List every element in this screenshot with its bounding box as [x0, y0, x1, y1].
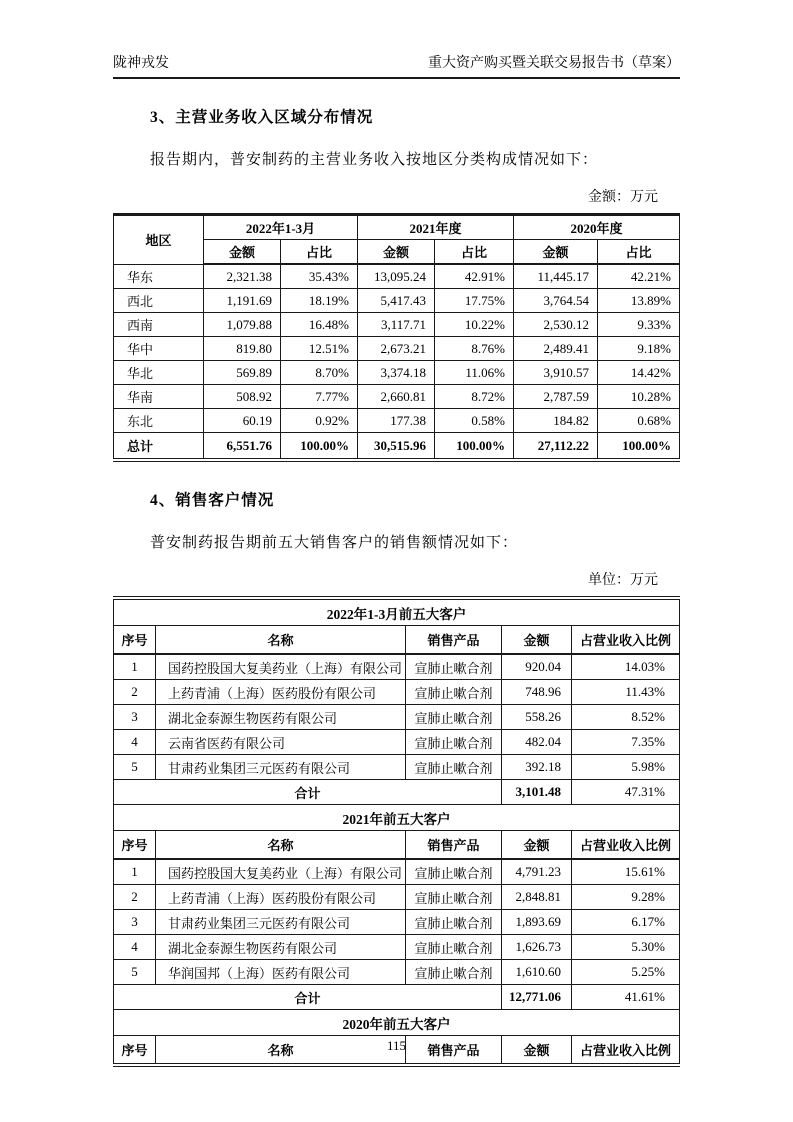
table-cell: 4	[114, 935, 156, 960]
customer-name-cell: 甘肃药业集团三元医药有限公司	[156, 755, 406, 780]
table-cell: 2,848.81	[502, 885, 572, 910]
total-row	[114, 780, 680, 805]
table-cell: 1,626.73	[502, 935, 572, 960]
table-row	[114, 755, 680, 780]
table-cell: 3	[114, 910, 156, 935]
customer-name-cell: 云南省医药有限公司	[156, 730, 406, 755]
ratio-column-header: 占营业收入比例	[572, 626, 680, 655]
table-cell: 宣肺止嗽合剂	[406, 885, 502, 910]
table-cell: 3,910.57	[514, 361, 598, 385]
table-cell: 10.22%	[435, 313, 514, 337]
table-cell: 宣肺止嗽合剂	[406, 935, 502, 960]
table-row	[114, 654, 680, 680]
table-cell: 8.52%	[572, 705, 680, 730]
table-cell: 宣肺止嗽合剂	[406, 730, 502, 755]
table-cell: 569.89	[204, 361, 281, 385]
table-cell: 1,610.60	[502, 960, 572, 985]
table-row	[114, 409, 680, 433]
table-row	[114, 935, 680, 960]
customer-table-unit-note: 单位：万元	[588, 573, 658, 588]
region-cell: 华北	[114, 361, 204, 385]
table-cell: 9.18%	[598, 337, 680, 361]
table-row	[114, 730, 680, 755]
table-row	[114, 385, 680, 409]
ratio-subheader: 占比	[598, 240, 680, 265]
table-cell: 8.76%	[435, 337, 514, 361]
table-cell: 1	[114, 859, 156, 885]
table-cell: 482.04	[502, 730, 572, 755]
seq-column-header: 序号	[114, 1036, 156, 1066]
customer-name-cell: 华润国邦（上海）医药有限公司	[156, 960, 406, 985]
region-revenue-table	[113, 213, 680, 462]
region-cell: 华中	[114, 337, 204, 361]
table-cell: 11.43%	[572, 680, 680, 705]
section4-heading: 4、销售客户情况	[150, 492, 275, 509]
table-row	[114, 598, 680, 626]
table-cell: 宣肺止嗽合剂	[406, 910, 502, 935]
header-report-title: 重大资产购买暨关联交易报告书（草案）	[428, 56, 680, 71]
table-cell: 5	[114, 960, 156, 985]
product-column-header: 销售产品	[406, 1036, 502, 1066]
table-cell: 1	[114, 654, 156, 680]
total-amount-cell: 12,771.06	[502, 985, 572, 1010]
running-header	[113, 52, 680, 79]
customer-name-cell: 国药控股国大复美药业（上海）有限公司	[156, 654, 406, 680]
table-cell: 13.89%	[598, 289, 680, 313]
table-cell: 13,095.24	[358, 264, 435, 289]
amount-column-header: 金额	[502, 831, 572, 860]
table-cell: 8.72%	[435, 385, 514, 409]
table-cell: 11.06%	[435, 361, 514, 385]
table-cell: 42.91%	[435, 264, 514, 289]
table-cell: 宣肺止嗽合剂	[406, 680, 502, 705]
region-cell: 西北	[114, 289, 204, 313]
table-row	[114, 705, 680, 730]
region-column-header: 地区	[114, 215, 204, 265]
top-customers-table	[113, 596, 680, 1067]
customer-name-cell: 湖北金泰源生物医药有限公司	[156, 935, 406, 960]
customer-group-title-2020: 2020年前五大客户	[114, 1010, 680, 1036]
table-row	[114, 831, 680, 860]
section3-intro-paragraph: 报告期内，普安制药的主营业务收入按地区分类构成情况如下：	[150, 152, 599, 168]
name-column-header: 名称	[156, 1036, 406, 1066]
section3-heading: 3、主营业务收入区域分布情况	[150, 109, 374, 126]
seq-column-header: 序号	[114, 626, 156, 655]
table-cell: 3,117.71	[358, 313, 435, 337]
ratio-subheader: 占比	[281, 240, 358, 265]
name-column-header: 名称	[156, 626, 406, 655]
period-header-2021: 2021年度	[358, 215, 514, 240]
table-cell: 100.00%	[598, 433, 680, 461]
table-cell: 14.03%	[572, 654, 680, 680]
table-cell: 15.61%	[572, 859, 680, 885]
customer-name-cell: 上药青浦（上海）医药股份有限公司	[156, 680, 406, 705]
name-column-header: 名称	[156, 831, 406, 860]
table-cell: 4	[114, 730, 156, 755]
table-cell: 2,530.12	[514, 313, 598, 337]
region-cell: 东北	[114, 409, 204, 433]
table-cell: 0.58%	[435, 409, 514, 433]
ratio-column-header: 占营业收入比例	[572, 1036, 680, 1066]
region-cell: 西南	[114, 313, 204, 337]
table-cell: 17.75%	[435, 289, 514, 313]
table-cell: 1,191.69	[204, 289, 281, 313]
table-row	[114, 289, 680, 313]
table-cell: 0.92%	[281, 409, 358, 433]
table-cell: 3,764.54	[514, 289, 598, 313]
table-cell: 16.48%	[281, 313, 358, 337]
customer-name-cell: 甘肃药业集团三元医药有限公司	[156, 910, 406, 935]
amount-column-header: 金额	[502, 1036, 572, 1066]
table-cell: 100.00%	[281, 433, 358, 461]
table-row	[114, 337, 680, 361]
table-cell: 2,660.81	[358, 385, 435, 409]
customer-name-cell: 国药控股国大复美药业（上海）有限公司	[156, 859, 406, 885]
table-row	[114, 680, 680, 705]
table-cell: 0.68%	[598, 409, 680, 433]
table-row	[114, 859, 680, 885]
customer-group-title-2022: 2022年1-3月前五大客户	[114, 598, 680, 626]
amount-subheader: 金额	[204, 240, 281, 265]
table-row	[114, 805, 680, 831]
table-cell: 7.77%	[281, 385, 358, 409]
table-cell: 177.38	[358, 409, 435, 433]
table-row	[114, 264, 680, 289]
total-amount-cell: 3,101.48	[502, 780, 572, 805]
total-label: 合计	[114, 780, 502, 805]
table-cell: 宣肺止嗽合剂	[406, 705, 502, 730]
table-cell: 7.35%	[572, 730, 680, 755]
table-cell: 5.25%	[572, 960, 680, 985]
table-cell: 558.26	[502, 705, 572, 730]
region-cell: 华南	[114, 385, 204, 409]
table-cell: 42.21%	[598, 264, 680, 289]
table-cell: 4,791.23	[502, 859, 572, 885]
table-cell: 2	[114, 885, 156, 910]
table-cell: 11,445.17	[514, 264, 598, 289]
table-cell: 1,893.69	[502, 910, 572, 935]
table-cell: 2,321.38	[204, 264, 281, 289]
table-row	[114, 361, 680, 385]
table-cell: 5.98%	[572, 755, 680, 780]
table-cell: 3	[114, 705, 156, 730]
table-cell: 5,417.43	[358, 289, 435, 313]
ratio-subheader: 占比	[435, 240, 514, 265]
table-cell: 宣肺止嗽合剂	[406, 654, 502, 680]
table-cell: 508.92	[204, 385, 281, 409]
seq-column-header: 序号	[114, 831, 156, 860]
header-company-name: 陇神戎发	[113, 56, 169, 71]
amount-subheader: 金额	[514, 240, 598, 265]
period-header-2022: 2022年1-3月	[204, 215, 358, 240]
amount-column-header: 金额	[502, 626, 572, 655]
table-cell: 2	[114, 680, 156, 705]
table-row	[114, 626, 680, 655]
table-cell: 9.28%	[572, 885, 680, 910]
table-cell: 宣肺止嗽合剂	[406, 755, 502, 780]
table-row	[114, 313, 680, 337]
customer-name-cell: 湖北金泰源生物医药有限公司	[156, 705, 406, 730]
table-cell: 12.51%	[281, 337, 358, 361]
table-cell: 2,787.59	[514, 385, 598, 409]
table-cell: 5.30%	[572, 935, 680, 960]
table-cell: 14.42%	[598, 361, 680, 385]
customer-group-title-2021: 2021年前五大客户	[114, 805, 680, 831]
table-cell: 6.17%	[572, 910, 680, 935]
table-cell: 3,374.18	[358, 361, 435, 385]
table-cell: 2,673.21	[358, 337, 435, 361]
table-cell: 宣肺止嗽合剂	[406, 960, 502, 985]
total-row	[114, 433, 680, 461]
table-row	[114, 1010, 680, 1036]
section4-intro-paragraph: 普安制药报告期前五大销售客户的销售额情况如下：	[150, 535, 519, 551]
product-column-header: 销售产品	[406, 831, 502, 860]
table-cell: 100.00%	[435, 433, 514, 461]
total-label: 合计	[114, 985, 502, 1010]
ratio-column-header: 占营业收入比例	[572, 831, 680, 860]
table-cell: 1,079.88	[204, 313, 281, 337]
region-cell: 华东	[114, 264, 204, 289]
table-cell: 392.18	[502, 755, 572, 780]
table-row	[114, 885, 680, 910]
table-cell: 8.70%	[281, 361, 358, 385]
table-row	[114, 960, 680, 985]
table-cell: 748.96	[502, 680, 572, 705]
period-header-2020: 2020年度	[514, 215, 680, 240]
table-cell: 5	[114, 755, 156, 780]
table-cell: 184.82	[514, 409, 598, 433]
table-cell: 9.33%	[598, 313, 680, 337]
customer-name-cell: 上药青浦（上海）医药股份有限公司	[156, 885, 406, 910]
table-cell: 6,551.76	[204, 433, 281, 461]
total-ratio-cell: 41.61%	[572, 985, 680, 1010]
table-cell: 920.04	[502, 654, 572, 680]
total-row	[114, 985, 680, 1010]
amount-subheader: 金额	[358, 240, 435, 265]
table-cell: 819.80	[204, 337, 281, 361]
region-table-unit-note: 金额：万元	[588, 190, 658, 205]
table-row	[114, 910, 680, 935]
product-column-header: 销售产品	[406, 626, 502, 655]
total-label: 总计	[114, 433, 204, 461]
table-row	[114, 215, 680, 240]
table-cell: 2,489.41	[514, 337, 598, 361]
table-cell: 60.19	[204, 409, 281, 433]
table-cell: 宣肺止嗽合剂	[406, 859, 502, 885]
table-cell: 27,112.22	[514, 433, 598, 461]
total-ratio-cell: 47.31%	[572, 780, 680, 805]
table-cell: 18.19%	[281, 289, 358, 313]
table-cell: 10.28%	[598, 385, 680, 409]
table-cell: 30,515.96	[358, 433, 435, 461]
page-number: 115	[386, 1038, 407, 1053]
table-cell: 35.43%	[281, 264, 358, 289]
